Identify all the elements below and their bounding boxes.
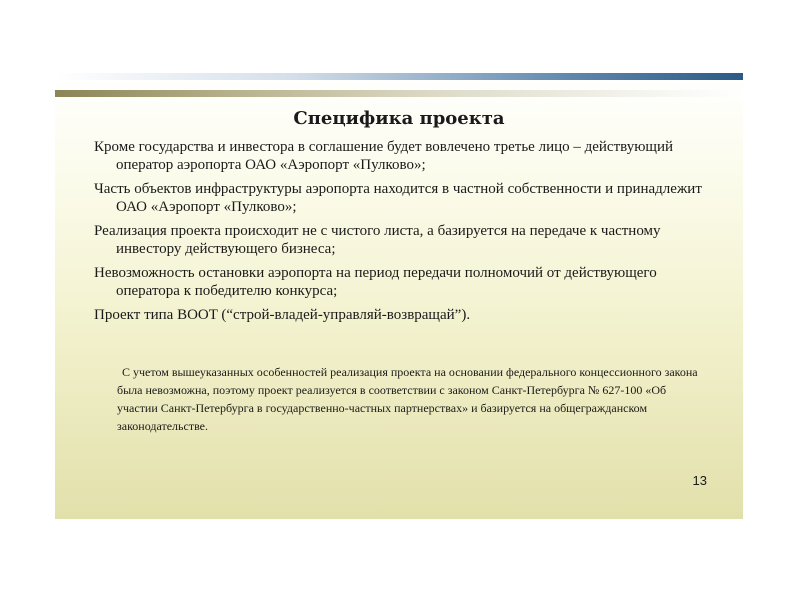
slide: [55, 73, 743, 519]
bullet-item: Проект типа BOOT (“строй-владей-управляй-возвращай”).: [94, 307, 471, 323]
header-stripe-olive: [55, 90, 743, 97]
bullet-item: Часть объектов инфраструктуры аэропорта находится в частной собственности и принадлежит ОАО «Аэропорт «Пулково»;: [94, 181, 702, 215]
bullet-item: Невозможность остановки аэропорта на период передачи полномочий от действующего оператора к победителю конкурса;: [94, 265, 657, 299]
bullet-item: Кроме государства и инвестора в соглашение будет вовлечено третье лицо – действующий оператор аэропорта ОАО «Аэропорт «Пулково»;: [94, 139, 674, 173]
bullet-item: Реализация проекта происходит не с чистого листа, а базируется на передаче к частному инвестору действующего бизнеса;: [94, 223, 661, 257]
summary-note: С учетом вышеуказанных особенностей реализация проекта на основании федерального концессионного закона была невозможна, поэтому проект реализуется в соответствии с законом Санкт-Петербурга № 627-100 «Об участии Санкт-Петербурга в государственно-частных партнерствах» и базируется на общегражданском законодательстве.: [117, 365, 698, 433]
header-stripe-blue: [55, 73, 743, 80]
slide-title: Специфика проекта: [293, 108, 505, 129]
bullet-list: [94, 138, 724, 330]
slide-number: 13: [692, 473, 707, 488]
